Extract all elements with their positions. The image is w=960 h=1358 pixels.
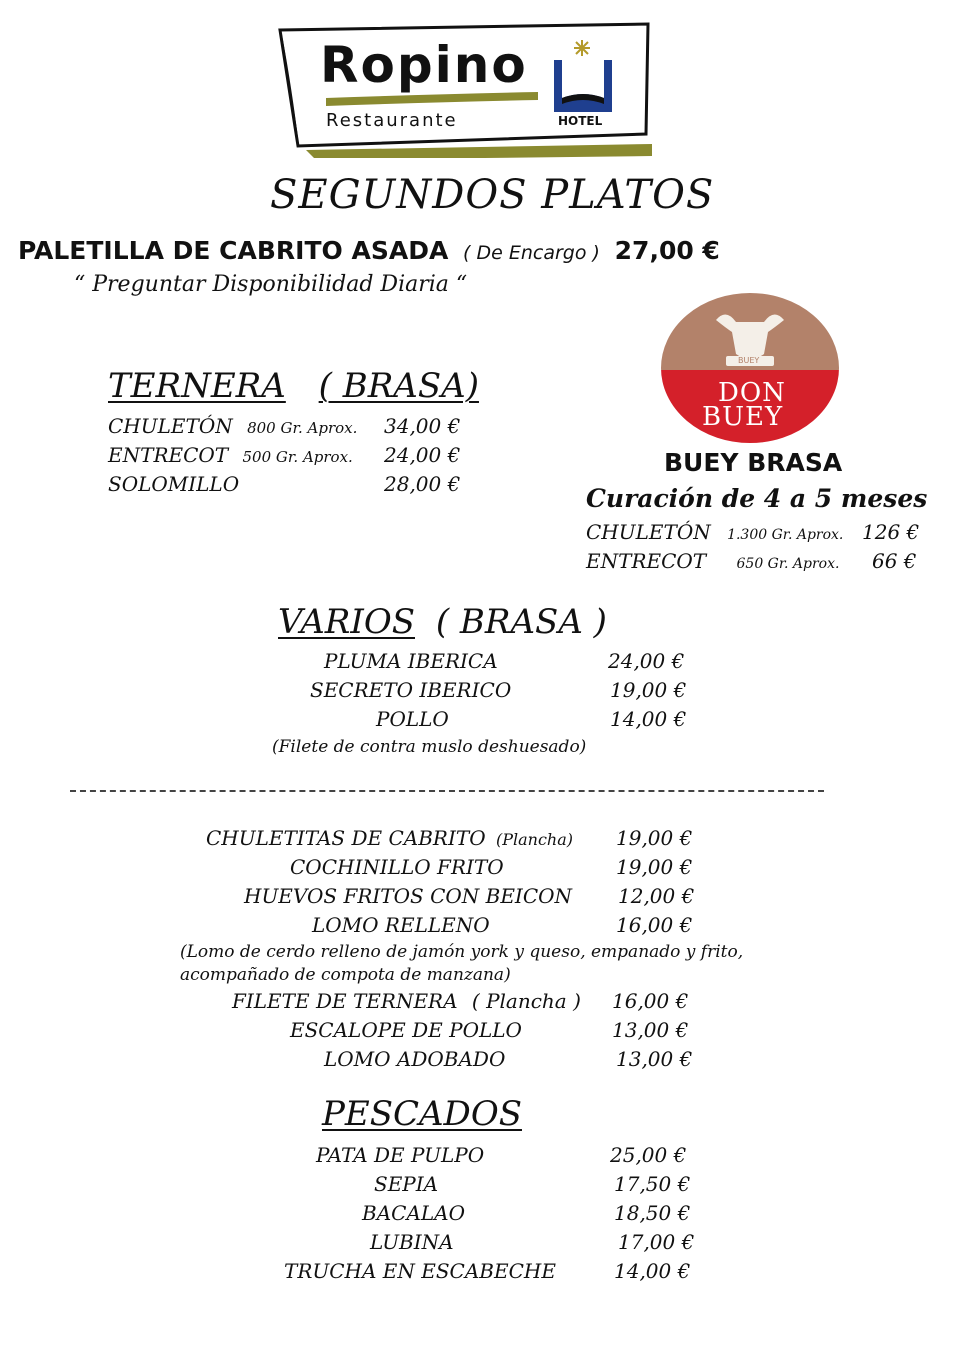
badge-text-2: BUEY [702,402,784,432]
buey-item [586,520,843,544]
varios-item-name: POLLO [376,707,449,731]
pescado-name: TRUCHA EN ESCABECHE [284,1259,556,1283]
other-price: 12,00 € [618,884,695,908]
ternera-item [108,472,239,496]
varios-item-price: 24,00 € [608,649,685,673]
pescado-price: 17,50 € [614,1172,691,1196]
badge-text-1: DON [718,378,786,408]
ternera-item [108,414,357,438]
logo-subtitle: Restaurante [326,110,458,131]
varios-heading-sub: ( BRASA ) [435,602,607,642]
pescado-name: BACALAO [362,1201,466,1225]
pescado-name: SEPIA [374,1172,439,1196]
other-price: 19,00 € [616,855,693,879]
ternera-price: 34,00 € [384,414,461,438]
item-name: CHULETITAS DE CABRITO [206,826,486,850]
other-price: 19,00 € [616,826,693,850]
other-item [206,826,573,850]
item-note: ( Plancha ) [471,989,581,1013]
badge-small-label: BUEY [738,356,760,365]
logo-brand: Ropino [320,36,528,94]
other-item [232,989,581,1013]
other-item-name: LOMO RELLENO [312,913,490,937]
other-item-name: COCHINILLO FRITO [290,855,504,879]
ternera-heading-sub: ( BRASA) [318,366,479,406]
featured-dish [18,236,720,265]
buey-heading: BUEY BRASA [664,448,843,477]
item-weight: 500 Gr. Aprox. [242,448,353,466]
item-weight: 800 Gr. Aprox. [247,419,358,437]
buey-price: 126 € [862,520,920,544]
buey-price: 66 € [872,549,917,573]
other-price: 16,00 € [616,913,693,937]
pescados-heading: PESCADOS [322,1094,522,1134]
pescado-price: 14,00 € [614,1259,691,1283]
pescado-price: 18,50 € [614,1201,691,1225]
ternera-price: 24,00 € [384,443,461,467]
item-name: CHULETÓN [108,414,233,438]
other-price: 13,00 € [616,1047,693,1071]
page-title: SEGUNDOS PLATOS [270,172,715,218]
pescado-name: PATA DE PULPO [316,1143,485,1167]
section-divider [70,790,824,792]
other-item-name: ESCALOPE DE POLLO [290,1018,522,1042]
item-note: (Plancha) [495,830,573,849]
buey-item [586,549,839,573]
pescado-name: LUBINA [370,1230,454,1254]
pescado-price: 17,00 € [618,1230,695,1254]
lomo-note-line-2: acompañado de compota de manzana) [180,965,511,985]
item-name: CHULETÓN [586,520,711,544]
logo-hotel-label: HOTEL [558,114,603,128]
other-item-name: HUEVOS FRITOS CON BEICON [244,884,573,908]
pescado-price: 25,00 € [610,1143,687,1167]
item-name: FILETE DE TERNERA [232,989,458,1013]
item-name: SOLOMILLO [108,472,240,496]
featured-name: PALETILLA DE CABRITO ASADA [18,236,449,265]
item-weight: 650 Gr. Aprox. [736,556,840,572]
ternera-heading-main: TERNERA [108,366,286,406]
item-name: ENTRECOT [108,443,229,467]
varios-note: (Filete de contra muslo deshuesado) [272,737,587,757]
ternera-item [108,443,353,467]
other-price: 16,00 € [612,989,689,1013]
varios-heading [278,602,607,642]
featured-availability: “ Preguntar Disponibilidad Diaria “ [74,272,468,297]
item-name: ENTRECOT [586,549,707,573]
ternera-price: 28,00 € [384,472,461,496]
varios-item-name: SECRETO IBERICO [310,678,512,702]
other-price: 13,00 € [612,1018,689,1042]
other-item-name: LOMO ADOBADO [324,1047,506,1071]
lomo-note-line-1: (Lomo de cerdo relleno de jamón york y queso, empanado y frito, [180,942,744,962]
varios-item-price: 19,00 € [610,678,687,702]
featured-price: 27,00 € [614,236,720,265]
varios-item-name: PLUMA IBERICA [324,649,498,673]
varios-item-price: 14,00 € [610,707,687,731]
featured-note: ( De Encargo ) [463,242,600,264]
item-weight: 1.300 Gr. Aprox. [727,527,844,543]
restaurant-logo [276,22,652,158]
varios-heading-main: VARIOS [278,602,415,642]
buey-subheading: Curación de 4 a 5 meses [586,484,928,513]
ternera-heading [108,366,479,406]
don-buey-logo [658,290,842,448]
